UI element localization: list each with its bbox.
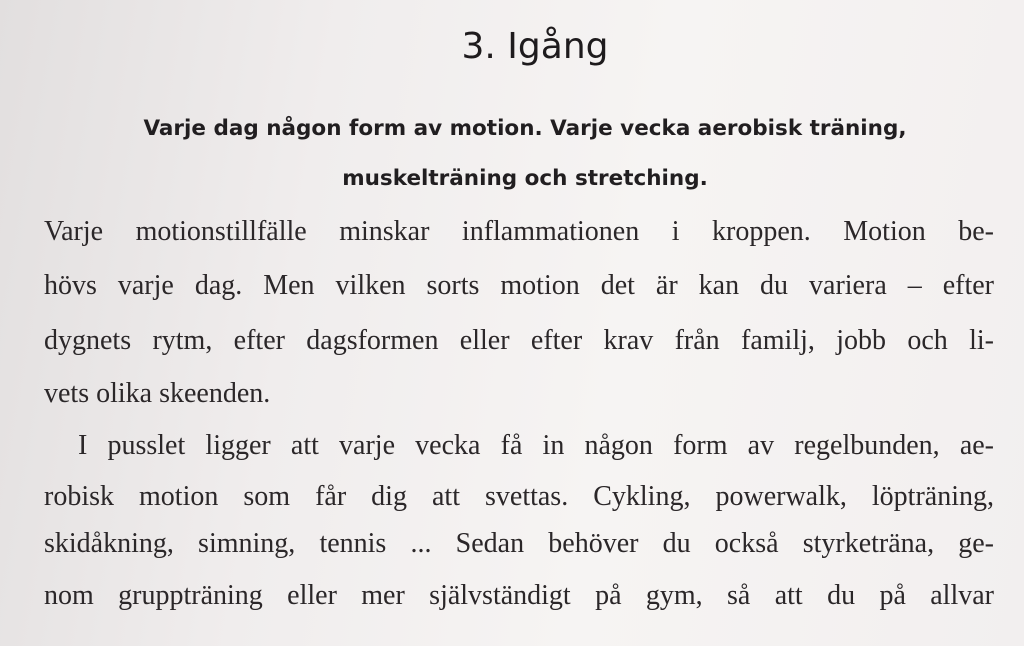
paragraph-line: I pusslet ligger att varje vecka få in någon form av regelbunden, ae- — [78, 430, 994, 461]
paragraph-line: dygnets rytm, efter dagsformen eller efter krav från familj, jobb och li- — [44, 325, 994, 356]
paragraph-line: nom gruppträning eller mer självständigt på gym, så att du på allvar — [44, 580, 994, 611]
paragraph-line: robisk motion som får dig att svettas. Cykling, powerwalk, löpträning, — [44, 481, 994, 512]
paragraph-line: hövs varje dag. Men vilken sorts motion det är kan du variera – efter — [44, 270, 994, 301]
chapter-title: 3. Igång — [461, 26, 609, 67]
lead-line-1: Varje dag någon form av motion. Varje vecka aerobisk träning, — [143, 116, 907, 141]
lead-line-2: muskelträning och stretching. — [342, 166, 708, 191]
paragraph-line: skidåkning, simning, tennis ... Sedan behöver du också styrketräna, ge- — [44, 528, 994, 559]
paragraph-line: vets olika skeenden. — [44, 378, 271, 409]
paragraph-line: Varje motionstillfälle minskar inflammationen i kroppen. Motion be- — [44, 216, 994, 247]
